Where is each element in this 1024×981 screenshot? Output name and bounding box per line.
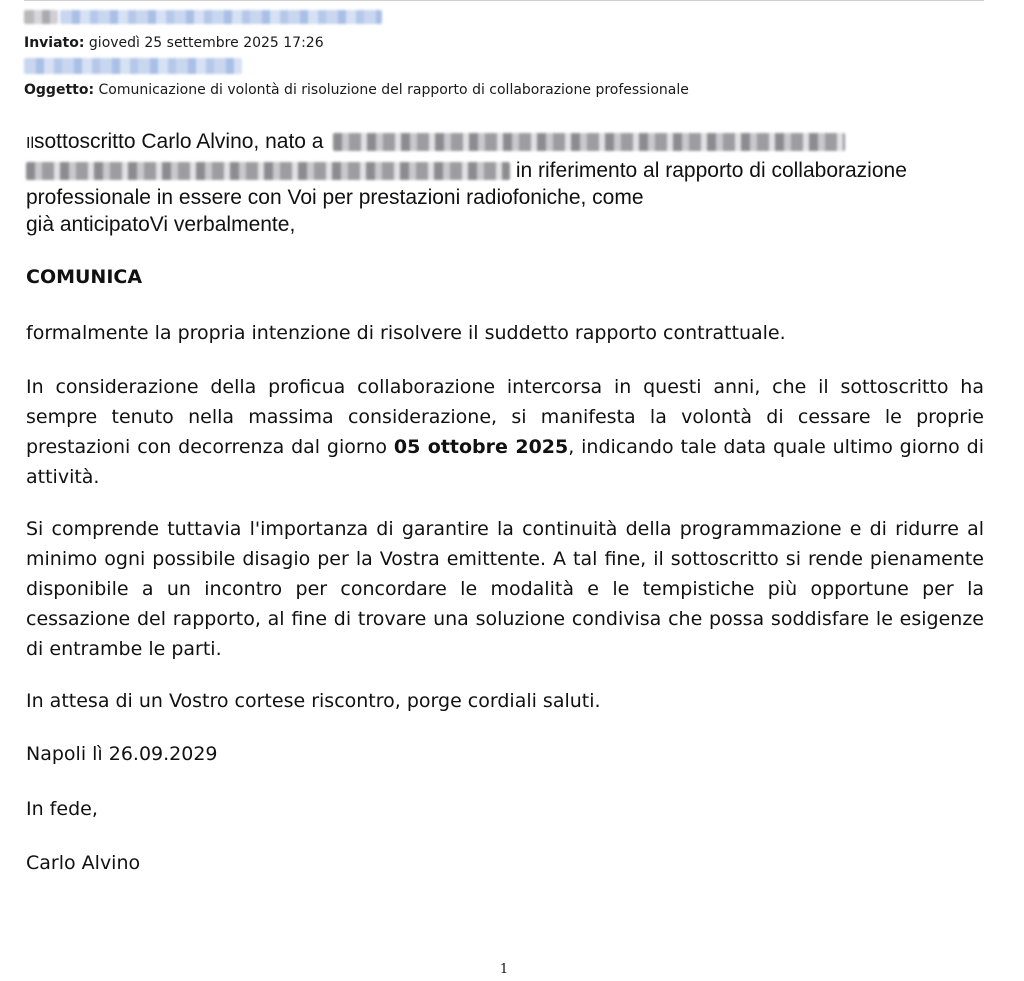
closing-line: In attesa di un Vostro cortese riscontro, porge cordiali saluti. [26,690,601,712]
intro-line-4: già anticipatoVi verbalmente, [26,213,296,236]
subject-value: Comunicazione di volontà di risoluzione del rapporto di collaborazione professionale [98,82,689,98]
paragraph-1: formalmente la propria intenzione di risolvere il suddetto rapporto contrattuale. [26,322,786,344]
intro-line-1 [26,128,984,157]
termination-date: 05 ottobre 2025 [393,436,569,458]
paragraph-2 [26,372,984,492]
page-number: 1 [499,962,509,977]
intro-paragraph [26,128,984,238]
redacted-address-info [26,162,510,180]
subject-label: Oggetto: [24,82,95,98]
paragraph-2-end: , indicando tale data quale ultimo giorno di attività. [26,436,984,488]
sent-line [24,35,324,51]
comunica-heading: COMUNICA [26,266,143,288]
paragraph-2-text: In considerazione della proficua collaborazione intercorsa in questi anni, che il sottoscritto ha sempre tenuto nella massima considerazione, si manifesta la volontà di cessare le proprie prestazioni con decorrenza dal giorno [26,376,984,458]
sent-label: Inviato: [24,35,85,51]
redacted-sender [24,10,58,24]
intro-il: Il [26,135,34,152]
redacted-recipient [24,58,242,74]
signature: Carlo Alvino [26,852,141,874]
intro-line-3: professionale in essere con Voi per prestazioni radiofoniche, come [26,186,644,209]
subject-line [24,82,689,98]
top-rule [24,0,984,1]
intro-part1: sottoscritto Carlo Alvino, nato a [34,130,324,153]
intro-line-2 [26,157,984,184]
in-fede: In fede, [26,798,98,820]
intro-part2: in riferimento al rapporto di collaborazione [515,159,907,182]
redacted-sender-address [60,10,382,24]
place-date: Napoli lì 26.09.2029 [26,743,218,765]
redacted-birth-info [333,133,845,151]
paragraph-3: Si comprende tuttavia l'importanza di garantire la continuità della programmazione e di ridurre al minimo ogni possibile disagio per la Vostra emittente. A tal fine, il sottoscritto si rende pienamente disponibile a un incontro per concordare le modalità e le tempistiche più opportune per la cessazione del rapporto, al fine di trovare una soluzione condivisa che possa soddisfare le esigenze di entrambe le parti. [26,518,984,660]
sent-value: giovedì 25 settembre 2025 17:26 [88,35,324,51]
